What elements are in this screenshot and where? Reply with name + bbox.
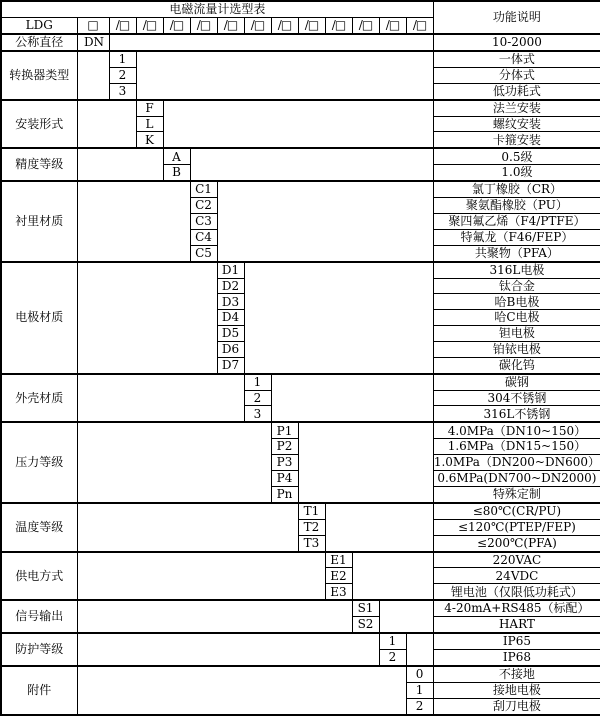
spacer-cell: [244, 262, 433, 374]
section-label-protection-rating: 防护等级: [1, 633, 77, 666]
code-protection-rating-2: 2: [379, 650, 406, 666]
code-pressure-rating-p2: P2: [271, 439, 298, 455]
code-pressure-rating-p1: P1: [271, 422, 298, 438]
desc-electrode-material-d1: 316L电极: [433, 262, 600, 278]
desc-converter-type-2: 分体式: [433, 67, 600, 83]
section-label-nominal-diameter: 公称直径: [1, 34, 77, 51]
code-converter-type-2: 2: [109, 67, 136, 83]
desc-pressure-rating-pn: 特殊定制: [433, 486, 600, 502]
model-code-slot: /□: [352, 17, 379, 33]
code-housing-material-1: 1: [244, 374, 271, 390]
spacer-cell: [109, 34, 433, 51]
section-label-electrode-material: 电极材质: [1, 262, 77, 374]
code-liner-material-c4: C4: [190, 229, 217, 245]
desc-installation-type-f: 法兰安装: [433, 100, 600, 116]
code-signal-output-s2: S2: [352, 617, 379, 633]
desc-electrode-material-d5: 钽电极: [433, 326, 600, 342]
code-liner-material-c1: C1: [190, 181, 217, 197]
spacer-cell: [136, 51, 433, 100]
desc-power-supply-e3: 锂电池（仅限低功耗式）: [433, 584, 600, 600]
desc-liner-material-c5: 共聚物（PFA）: [433, 245, 600, 261]
model-code-slot: /□: [217, 17, 244, 33]
spacer-cell: [298, 422, 433, 502]
model-code-slot: /□: [109, 17, 136, 33]
section-label-pressure-rating: 压力等级: [1, 422, 77, 502]
desc-protection-rating-2: IP68: [433, 650, 600, 666]
code-converter-type-3: 3: [109, 83, 136, 99]
code-accessories-1: 1: [406, 682, 433, 698]
model-code-box: □: [77, 17, 109, 33]
section-label-accuracy-class: 精度等级: [1, 148, 77, 181]
code-accessories-2: 2: [406, 698, 433, 715]
section-label-signal-output: 信号输出: [1, 600, 77, 633]
spacer-cell: [77, 51, 109, 100]
desc-liner-material-c3: 聚四氟乙烯（F4/PTFE）: [433, 213, 600, 229]
section-label-liner-material: 衬里材质: [1, 181, 77, 261]
desc-housing-material-2: 304不锈钢: [433, 390, 600, 406]
desc-accessories-2: 刮刀电极: [433, 698, 600, 715]
model-code-slot: /□: [271, 17, 298, 33]
code-installation-type-f: F: [136, 100, 163, 116]
desc-electrode-material-d3: 哈B电极: [433, 294, 600, 310]
desc-accessories-0: 不接地: [433, 666, 600, 682]
spacer-cell: [379, 600, 433, 633]
section-label-housing-material: 外壳材质: [1, 374, 77, 423]
desc-electrode-material-d4: 哈C电极: [433, 310, 600, 326]
code-accuracy-class-b: B: [163, 165, 190, 181]
code-electrode-material-d7: D7: [217, 357, 244, 373]
desc-signal-output-s2: HART: [433, 617, 600, 633]
table-title: 电磁流量计选型表: [1, 1, 433, 17]
code-electrode-material-d3: D3: [217, 294, 244, 310]
code-protection-rating-1: 1: [379, 633, 406, 649]
model-code-slot: /□: [163, 17, 190, 33]
code-accuracy-class-a: A: [163, 148, 190, 164]
code-power-supply-e1: E1: [325, 552, 352, 568]
model-code-slot: /□: [298, 17, 325, 33]
spacer-cell: [77, 552, 325, 601]
spacer-cell: [77, 422, 271, 502]
desc-pressure-rating-p2: 1.6MPa（DN15~150）: [433, 439, 600, 455]
desc-protection-rating-1: IP65: [433, 633, 600, 649]
desc-electrode-material-d7: 碳化钨: [433, 357, 600, 373]
spacer-cell: [77, 148, 163, 181]
code-liner-material-c2: C2: [190, 198, 217, 214]
desc-liner-material-c4: 特氟龙（F46/FEP）: [433, 229, 600, 245]
desc-nominal-diameter-dn: 10-2000: [433, 34, 600, 51]
code-electrode-material-d5: D5: [217, 326, 244, 342]
code-power-supply-e2: E2: [325, 568, 352, 584]
code-nominal-diameter-dn: DN: [77, 34, 109, 51]
desc-liner-material-c1: 氯丁橡胶（CR）: [433, 181, 600, 197]
desc-signal-output-s1: 4-20mA+RS485（标配）: [433, 600, 600, 616]
spacer-cell: [77, 262, 217, 374]
code-installation-type-k: K: [136, 132, 163, 148]
spacer-cell: [406, 633, 433, 666]
model-code-slot: /□: [136, 17, 163, 33]
desc-temperature-rating-t3: ≤200℃(PFA): [433, 535, 600, 551]
desc-liner-material-c2: 聚氨酯橡胶（PU）: [433, 198, 600, 214]
spacer-cell: [77, 181, 190, 261]
code-installation-type-l: L: [136, 116, 163, 132]
code-electrode-material-d4: D4: [217, 310, 244, 326]
model-code-label: LDG: [1, 17, 77, 33]
spacer-cell: [325, 503, 433, 552]
spacer-cell: [352, 552, 433, 601]
desc-installation-type-k: 卡箍安装: [433, 132, 600, 148]
spacer-cell: [77, 374, 244, 423]
desc-electrode-material-d6: 铂铱电极: [433, 341, 600, 357]
spacer-cell: [190, 148, 433, 181]
section-label-installation-type: 安装形式: [1, 100, 77, 149]
spacer-cell: [271, 374, 433, 423]
desc-housing-material-3: 316L不锈钢: [433, 406, 600, 422]
section-label-converter-type: 转换器类型: [1, 51, 77, 100]
spacer-cell: [77, 100, 136, 149]
code-housing-material-2: 2: [244, 390, 271, 406]
code-electrode-material-d1: D1: [217, 262, 244, 278]
code-pressure-rating-p3: P3: [271, 455, 298, 471]
code-signal-output-s1: S1: [352, 600, 379, 616]
model-code-slot: /□: [190, 17, 217, 33]
desc-power-supply-e1: 220VAC: [433, 552, 600, 568]
code-pressure-rating-pn: Pn: [271, 486, 298, 502]
desc-electrode-material-d2: 钛合金: [433, 278, 600, 294]
code-electrode-material-d6: D6: [217, 341, 244, 357]
model-code-slot: /□: [406, 17, 433, 33]
model-code-slot: /□: [325, 17, 352, 33]
code-power-supply-e3: E3: [325, 584, 352, 600]
desc-housing-material-1: 碳钢: [433, 374, 600, 390]
spacer-cell: [77, 503, 298, 552]
desc-converter-type-1: 一体式: [433, 51, 600, 67]
section-label-power-supply: 供电方式: [1, 552, 77, 601]
desc-pressure-rating-p3: 1.0MPa（DN200~DN600）: [433, 455, 600, 470]
desc-temperature-rating-t2: ≤120℃(PTEP/FEP): [433, 519, 600, 535]
section-label-accessories: 附件: [1, 666, 77, 715]
desc-pressure-rating-p4: 0.6MPa(DN700~DN2000): [433, 471, 600, 487]
code-housing-material-3: 3: [244, 406, 271, 422]
code-temperature-rating-t2: T2: [298, 519, 325, 535]
code-electrode-material-d2: D2: [217, 278, 244, 294]
spacer-cell: [77, 633, 379, 666]
spacer-cell: [217, 181, 433, 261]
desc-converter-type-3: 低功耗式: [433, 83, 600, 99]
spacer-cell: [77, 666, 406, 715]
desc-accuracy-class-b: 1.0级: [433, 165, 600, 181]
desc-installation-type-l: 螺纹安装: [433, 116, 600, 132]
code-converter-type-1: 1: [109, 51, 136, 67]
code-accessories-0: 0: [406, 666, 433, 682]
desc-temperature-rating-t1: ≤80℃(CR/PU): [433, 503, 600, 519]
code-liner-material-c5: C5: [190, 245, 217, 261]
code-temperature-rating-t3: T3: [298, 535, 325, 551]
code-temperature-rating-t1: T1: [298, 503, 325, 519]
spacer-cell: [77, 600, 352, 633]
section-label-temperature-rating: 温度等级: [1, 503, 77, 552]
code-liner-material-c3: C3: [190, 213, 217, 229]
code-pressure-rating-p4: P4: [271, 471, 298, 487]
model-code-slot: /□: [244, 17, 271, 33]
desc-accessories-1: 接地电极: [433, 682, 600, 698]
spacer-cell: [163, 100, 433, 149]
function-description-header: 功能说明: [433, 1, 600, 34]
desc-accuracy-class-a: 0.5级: [433, 148, 600, 164]
desc-pressure-rating-p1: 4.0MPa（DN10~150）: [433, 422, 600, 438]
model-code-slot: /□: [379, 17, 406, 33]
desc-power-supply-e2: 24VDC: [433, 568, 600, 584]
